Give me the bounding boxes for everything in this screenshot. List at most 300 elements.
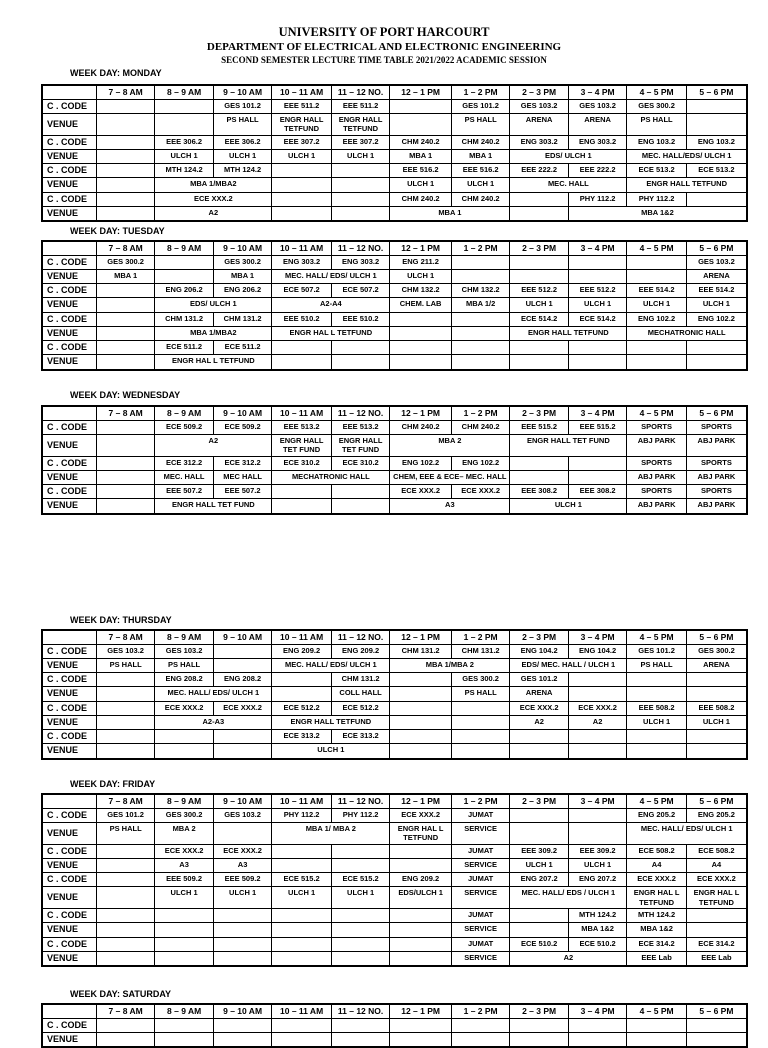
course-code-cell: ECE XXX.2 <box>213 844 271 858</box>
code-label: C . CODE <box>42 255 96 269</box>
course-code-cell <box>96 937 154 951</box>
course-code-cell <box>510 1018 568 1032</box>
course-code-cell: ENG 205.2 <box>627 808 687 822</box>
course-code-cell: CHM 240.2 <box>451 135 509 149</box>
course-code-cell: GES 103.2 <box>155 644 213 658</box>
venue-cell: MEC. HALL/ EDS/ ULCH 1 <box>272 269 390 283</box>
course-code-cell: EEE 222.2 <box>568 164 626 178</box>
course-code-cell: GES 103.2 <box>686 255 747 269</box>
venue-cell <box>627 744 687 759</box>
course-code-cell: CHM 131.2 <box>331 673 389 687</box>
venue-cell <box>390 326 452 340</box>
course-code-cell: CHM 131.2 <box>213 312 271 326</box>
venue-cell <box>272 1032 332 1047</box>
venue-cell <box>272 499 332 514</box>
venue-cell <box>568 1032 626 1047</box>
course-code-cell: JUMAT <box>451 808 509 822</box>
course-code-cell: ECE 512.2 <box>331 701 389 715</box>
course-code-cell: CHM 240.2 <box>390 135 452 149</box>
course-code-cell: ECE XXX.2 <box>451 485 509 499</box>
course-code-cell: ENG 102.2 <box>390 456 452 470</box>
course-code-cell: ECE XXX.2 <box>390 485 452 499</box>
day-label: WEEK DAY: WEDNESDAY <box>70 390 181 400</box>
venue-label: VENUE <box>42 887 96 909</box>
venue-cell: MBA 1&2 <box>627 923 687 937</box>
course-code-cell: ENG 207.2 <box>510 873 568 887</box>
department-title: DEPARTMENT OF ELECTRICAL AND ELECTRONIC ENGINEERING <box>206 41 562 53</box>
venue-cell: MBA 1&2 <box>568 923 626 937</box>
venue-cell: ULCH 1 <box>213 149 271 163</box>
venue-label: VENUE <box>42 434 96 456</box>
venue-cell <box>155 1032 213 1047</box>
venue-cell <box>568 687 626 701</box>
course-code-cell: CHM 240.2 <box>451 192 509 206</box>
timetable-0 <box>41 84 748 222</box>
venue-label: VENUE <box>42 269 96 283</box>
course-code-cell <box>155 1018 213 1032</box>
venue-cell: A2 <box>510 951 627 966</box>
venue-cell: MBA 1 <box>451 149 509 163</box>
time-slot-header: 1 – 2 PM <box>451 85 509 99</box>
course-code-cell <box>96 99 154 113</box>
time-slot-header: 12 – 1 PM <box>390 630 452 644</box>
venue-cell: ULCH 1 <box>272 887 332 909</box>
time-slot-header: 3 – 4 PM <box>568 241 626 255</box>
course-code-cell <box>451 255 509 269</box>
course-code-cell: EEE 514.2 <box>686 284 747 298</box>
code-row <box>42 873 747 887</box>
course-code-cell <box>96 135 154 149</box>
code-row <box>42 844 747 858</box>
code-row <box>42 99 747 113</box>
venue-cell: MBA 1&2 <box>568 206 747 221</box>
venue-cell <box>96 113 154 135</box>
venue-cell <box>96 149 154 163</box>
course-code-cell <box>390 844 452 858</box>
venue-cell <box>272 687 332 701</box>
course-code-cell <box>155 99 213 113</box>
course-code-cell <box>272 341 332 355</box>
course-code-cell: CHM 131.2 <box>390 644 452 658</box>
time-slot-header: 1 – 2 PM <box>451 630 509 644</box>
venue-row <box>42 923 747 937</box>
venue-label: VENUE <box>42 822 96 844</box>
venue-cell: MEC. HALL <box>155 470 213 484</box>
time-slot-header: 5 – 6 PM <box>686 406 747 420</box>
course-code-cell: EEE 510.2 <box>331 312 389 326</box>
venue-cell: SERVICE <box>451 822 509 844</box>
time-slot-header: 11 – 12 NO. <box>331 406 389 420</box>
venue-cell <box>390 715 452 729</box>
course-code-cell: EEE 512.2 <box>510 284 568 298</box>
venue-cell <box>96 951 154 966</box>
venue-row <box>42 206 747 221</box>
course-code-cell: ENG 103.2 <box>627 135 687 149</box>
venue-row <box>42 298 747 312</box>
university-title: UNIVERSITY OF PORT HARCOURT <box>278 25 490 39</box>
course-code-cell <box>155 730 213 744</box>
time-slot-header: 7 – 8 AM <box>96 794 154 808</box>
code-label: C . CODE <box>42 844 96 858</box>
venue-cell <box>155 951 213 966</box>
venue-cell: ULCH 1 <box>390 269 452 283</box>
course-code-cell: EEE 222.2 <box>510 164 568 178</box>
course-code-cell: ENG 207.2 <box>568 873 626 887</box>
course-code-cell: EEE 510.2 <box>272 312 332 326</box>
venue-cell <box>510 269 568 283</box>
course-code-cell <box>390 99 452 113</box>
venue-cell: ABJ PARK <box>627 470 687 484</box>
course-code-cell: ENG 303.2 <box>510 135 568 149</box>
code-row <box>42 701 747 715</box>
venue-cell <box>331 923 389 937</box>
course-code-cell <box>96 312 154 326</box>
venue-cell <box>451 355 509 370</box>
course-code-cell <box>331 192 389 206</box>
course-code-cell: EEE 307.2 <box>331 135 389 149</box>
course-code-cell <box>568 1018 626 1032</box>
venue-cell: A2-A3 <box>155 715 272 729</box>
course-code-cell <box>686 192 747 206</box>
venue-label: VENUE <box>42 951 96 966</box>
time-slot-header: 8 – 9 AM <box>155 85 213 99</box>
venue-row <box>42 887 747 909</box>
course-code-cell <box>331 937 389 951</box>
venue-cell: A3 <box>213 858 271 872</box>
course-code-cell: CHM 240.2 <box>451 420 509 434</box>
course-code-cell <box>390 312 452 326</box>
course-code-cell <box>510 909 568 923</box>
course-code-cell <box>96 730 154 744</box>
venue-cell <box>96 499 154 514</box>
venue-row <box>42 178 747 192</box>
time-slot-header: 12 – 1 PM <box>390 406 452 420</box>
venue-cell: ABJ PARK <box>627 434 687 456</box>
course-code-cell <box>686 341 747 355</box>
code-row <box>42 1018 747 1032</box>
code-row <box>42 644 747 658</box>
venue-row <box>42 687 747 701</box>
venue-cell: MBA 2 <box>390 434 510 456</box>
course-code-cell: PHY 112.2 <box>568 192 626 206</box>
venue-cell: ULCH 1 <box>568 858 626 872</box>
course-code-cell <box>272 844 332 858</box>
code-row <box>42 420 747 434</box>
venue-cell <box>627 355 687 370</box>
time-slot-header: 1 – 2 PM <box>451 241 509 255</box>
code-row <box>42 341 747 355</box>
venue-cell <box>686 923 747 937</box>
venue-cell <box>451 326 509 340</box>
course-code-cell: GES 300.2 <box>451 673 509 687</box>
venue-cell: ULCH 1 <box>568 298 626 312</box>
venue-cell <box>568 744 626 759</box>
corner-cell <box>42 630 96 644</box>
time-slot-header: 9 – 10 AM <box>213 406 271 420</box>
venue-row <box>42 822 747 844</box>
course-code-cell: EEE 307.2 <box>272 135 332 149</box>
venue-cell: ENGR HALL TETFUND <box>627 178 747 192</box>
venue-cell <box>96 858 154 872</box>
course-code-cell <box>331 341 389 355</box>
venue-cell: ENGR HALL TET FUND <box>510 434 627 456</box>
course-code-cell <box>213 937 271 951</box>
venue-cell <box>390 744 452 759</box>
venue-cell <box>155 744 213 759</box>
course-code-cell: GES 101.2 <box>627 644 687 658</box>
course-code-cell: EEE 513.2 <box>331 420 389 434</box>
course-code-cell: EEE 306.2 <box>213 135 271 149</box>
venue-cell: EDS/ULCH 1 <box>390 887 452 909</box>
course-code-cell: ENG 205.2 <box>686 808 747 822</box>
course-code-cell: ECE XXX.2 <box>390 808 452 822</box>
venue-row <box>42 326 747 340</box>
time-slot-header: 12 – 1 PM <box>390 241 452 255</box>
time-slot-header: 7 – 8 AM <box>96 241 154 255</box>
venue-cell: PS HALL <box>627 113 687 135</box>
course-code-cell <box>568 456 626 470</box>
time-slot-header: 4 – 5 PM <box>627 85 687 99</box>
venue-cell <box>331 178 389 192</box>
venue-cell: MEC. HALL <box>510 178 627 192</box>
time-slot-header: 12 – 1 PM <box>390 794 452 808</box>
venue-cell: ULCH 1 <box>686 715 747 729</box>
venue-cell: ULCH 1 <box>213 887 271 909</box>
venue-label: VENUE <box>42 744 96 759</box>
course-code-cell <box>390 701 452 715</box>
venue-row <box>42 269 747 283</box>
course-code-cell: ECE XXX.2 <box>568 701 626 715</box>
code-row <box>42 255 747 269</box>
venue-cell: ULCH 1 <box>155 149 213 163</box>
venue-cell <box>510 1032 568 1047</box>
timetable-5 <box>41 1003 748 1048</box>
course-code-cell <box>390 673 452 687</box>
venue-cell: ARENA <box>510 113 568 135</box>
course-code-cell: JUMAT <box>451 873 509 887</box>
venue-cell: A2 <box>155 434 272 456</box>
course-code-cell: GES 300.2 <box>96 255 154 269</box>
venue-cell <box>331 355 389 370</box>
time-slot-header: 4 – 5 PM <box>627 1004 687 1018</box>
venue-cell: ULCH 1 <box>331 887 389 909</box>
venue-cell <box>390 923 452 937</box>
course-code-cell: EEE 516.2 <box>451 164 509 178</box>
course-code-cell <box>451 701 509 715</box>
code-row <box>42 135 747 149</box>
venue-cell: ABJ PARK <box>686 434 747 456</box>
course-code-cell: SPORTS <box>686 456 747 470</box>
course-code-cell <box>331 844 389 858</box>
time-slot-header: 9 – 10 AM <box>213 1004 271 1018</box>
course-code-cell: ECE 312.2 <box>213 456 271 470</box>
venue-cell: MBA 1 <box>390 149 452 163</box>
venue-cell: A4 <box>627 858 687 872</box>
venue-cell <box>272 178 332 192</box>
course-code-cell <box>686 909 747 923</box>
venue-cell: PS HALL <box>96 822 154 844</box>
course-code-cell <box>686 1018 747 1032</box>
time-slot-header: 5 – 6 PM <box>686 85 747 99</box>
course-code-cell <box>155 909 213 923</box>
time-slot-header: 3 – 4 PM <box>568 794 626 808</box>
venue-label: VENUE <box>42 113 96 135</box>
course-code-cell: ENG 206.2 <box>213 284 271 298</box>
venue-row <box>42 355 747 370</box>
venue-cell <box>390 355 452 370</box>
course-code-cell: EEE 509.2 <box>213 873 271 887</box>
course-code-cell: ECE 509.2 <box>213 420 271 434</box>
course-code-cell: ECE XXX.2 <box>155 844 213 858</box>
course-code-cell: ENG 208.2 <box>155 673 213 687</box>
venue-cell: A2 <box>568 715 626 729</box>
course-code-cell: ECE 310.2 <box>272 456 332 470</box>
course-code-cell: EEE 309.2 <box>510 844 568 858</box>
time-slot-header: 7 – 8 AM <box>96 630 154 644</box>
course-code-cell: GES 101.2 <box>213 99 271 113</box>
course-code-cell: EEE 507.2 <box>155 485 213 499</box>
venue-label: VENUE <box>42 715 96 729</box>
venue-cell: A3 <box>390 499 510 514</box>
course-code-cell: ENG 104.2 <box>510 644 568 658</box>
venue-cell <box>331 206 389 221</box>
course-code-cell: GES 103.2 <box>213 808 271 822</box>
time-slot-header: 2 – 3 PM <box>510 1004 568 1018</box>
course-code-cell <box>510 808 568 822</box>
time-slot-header: 2 – 3 PM <box>510 241 568 255</box>
course-code-cell: ECE 513.2 <box>627 164 687 178</box>
course-code-cell <box>96 909 154 923</box>
time-slot-header: 10 – 11 AM <box>272 630 332 644</box>
venue-cell: ARENA <box>510 687 568 701</box>
course-code-cell <box>272 673 332 687</box>
venue-cell: A3 <box>155 858 213 872</box>
venue-label: VENUE <box>42 499 96 514</box>
time-slot-header: 8 – 9 AM <box>155 630 213 644</box>
course-code-cell <box>568 341 626 355</box>
code-label: C . CODE <box>42 644 96 658</box>
venue-cell: ENGR HAL L TETFUND <box>627 887 687 909</box>
venue-cell <box>390 858 452 872</box>
venue-label: VENUE <box>42 658 96 672</box>
venue-cell: ULCH 1 <box>331 149 389 163</box>
venue-cell: ULCH 1 <box>627 715 687 729</box>
code-label: C . CODE <box>42 456 96 470</box>
session-title: SECOND SEMESTER LECTURE TIME TABLE 2021/2022 ACADEMIC SESSION <box>221 55 547 65</box>
course-code-cell: CHM 132.2 <box>390 284 452 298</box>
venue-cell <box>627 269 687 283</box>
time-slot-header: 9 – 10 AM <box>213 794 271 808</box>
course-code-cell <box>96 341 154 355</box>
code-label: C . CODE <box>42 808 96 822</box>
course-code-cell: ECE 507.2 <box>331 284 389 298</box>
venue-cell: ENGR HALL TETFUND <box>331 113 389 135</box>
code-label: C . CODE <box>42 909 96 923</box>
venue-cell <box>568 470 626 484</box>
timetable-4 <box>41 793 748 967</box>
course-code-cell <box>686 673 747 687</box>
course-code-cell: ENG 303.2 <box>331 255 389 269</box>
time-slot-header: 2 – 3 PM <box>510 85 568 99</box>
time-slot-header: 10 – 11 AM <box>272 1004 332 1018</box>
time-slot-header: 8 – 9 AM <box>155 794 213 808</box>
venue-cell <box>686 1032 747 1047</box>
course-code-cell: ECE 514.2 <box>568 312 626 326</box>
course-code-cell: PHY 112.2 <box>627 192 687 206</box>
course-code-cell: ENG 102.2 <box>451 456 509 470</box>
course-code-cell: ECE 512.2 <box>272 701 332 715</box>
venue-cell <box>213 951 271 966</box>
course-code-cell: ENG 208.2 <box>213 673 271 687</box>
course-code-cell <box>96 673 154 687</box>
venue-cell: PS HALL <box>155 658 213 672</box>
time-slot-header: 2 – 3 PM <box>510 630 568 644</box>
course-code-cell <box>510 192 568 206</box>
venue-cell <box>272 858 332 872</box>
course-code-cell: GES 300.2 <box>213 255 271 269</box>
course-code-cell: GES 101.2 <box>510 673 568 687</box>
course-code-cell: EEE 513.2 <box>272 420 332 434</box>
venue-cell: ABJ PARK <box>627 499 687 514</box>
venue-row <box>42 113 747 135</box>
course-code-cell: ENG 103.2 <box>686 135 747 149</box>
venue-cell: CHEM. LAB <box>390 298 452 312</box>
course-code-cell <box>627 255 687 269</box>
course-code-cell <box>96 420 154 434</box>
venue-cell: ABJ PARK <box>686 470 747 484</box>
venue-cell: MBA 1 <box>213 269 271 283</box>
course-code-cell: ECE XXX.2 <box>155 701 213 715</box>
course-code-cell: ECE 314.2 <box>627 937 687 951</box>
course-code-cell <box>213 730 271 744</box>
venue-cell <box>451 715 509 729</box>
course-code-cell: ECE 515.2 <box>331 873 389 887</box>
venue-cell: ENGR HALL TETFUND <box>272 715 390 729</box>
course-code-cell: ECE 508.2 <box>686 844 747 858</box>
course-code-cell: MTH 124.2 <box>627 909 687 923</box>
venue-cell <box>96 298 154 312</box>
venue-label: VENUE <box>42 470 96 484</box>
venue-cell: MBA 1/2 <box>451 298 509 312</box>
venue-cell <box>510 744 568 759</box>
course-code-cell: EEE 515.2 <box>568 420 626 434</box>
course-code-cell <box>510 730 568 744</box>
course-code-cell: EEE 308.2 <box>510 485 568 499</box>
venue-row <box>42 715 747 729</box>
time-slot-header: 7 – 8 AM <box>96 1004 154 1018</box>
venue-row <box>42 470 747 484</box>
time-slot-header: 5 – 6 PM <box>686 630 747 644</box>
course-code-cell <box>627 673 687 687</box>
timetable-1 <box>41 240 748 371</box>
course-code-cell <box>451 1018 509 1032</box>
course-code-cell: GES 103.2 <box>96 644 154 658</box>
course-code-cell: ENG 209.2 <box>272 644 332 658</box>
venue-cell <box>686 113 747 135</box>
course-code-cell <box>627 341 687 355</box>
venue-cell: A2 <box>510 715 568 729</box>
venue-row <box>42 658 747 672</box>
time-slot-header: 11 – 12 NO. <box>331 794 389 808</box>
course-code-cell: GES 103.2 <box>568 99 626 113</box>
venue-cell: ULCH 1 <box>627 298 687 312</box>
course-code-cell: ECE 509.2 <box>155 420 213 434</box>
course-code-cell: GES 101.2 <box>451 99 509 113</box>
timetable-2 <box>41 405 748 515</box>
venue-label: VENUE <box>42 923 96 937</box>
venue-cell <box>686 355 747 370</box>
venue-row <box>42 1032 747 1047</box>
